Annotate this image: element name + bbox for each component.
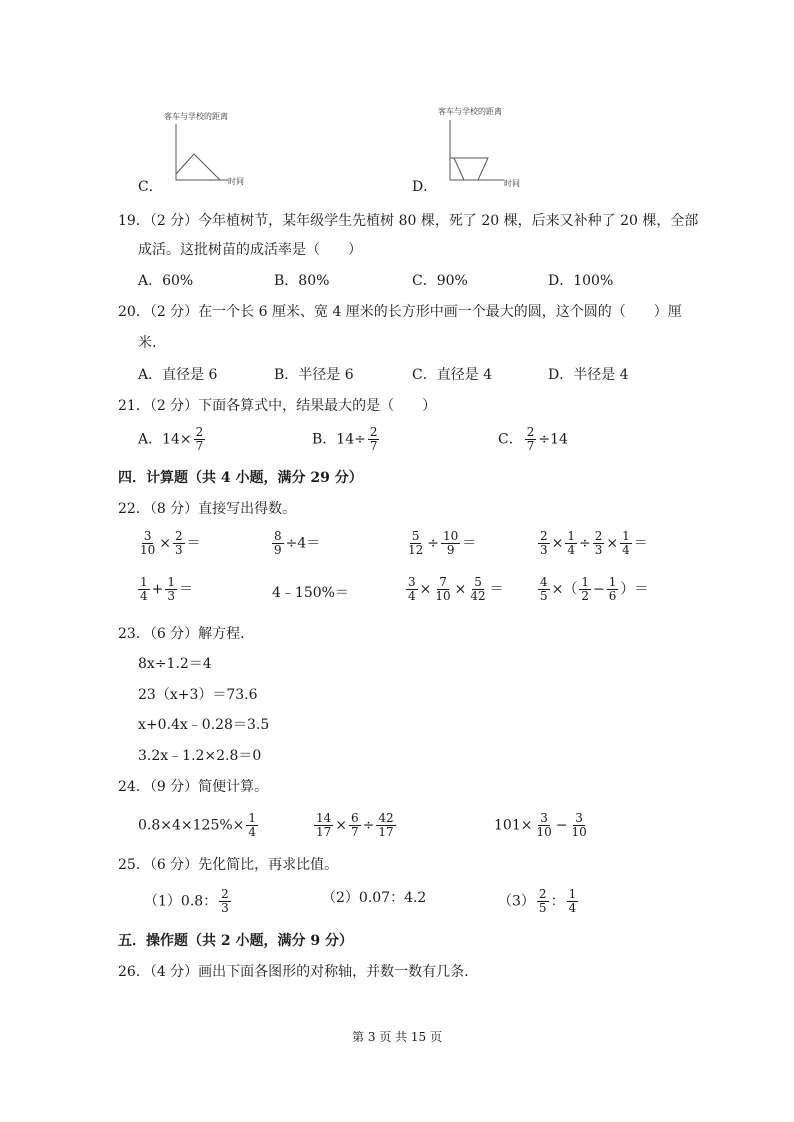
q25-part-3: （3） $\frac{2}{5}$ ： $\frac{1}{4}$: [498, 887, 577, 915]
fraction: $\frac{7}{10}$: [435, 575, 451, 603]
q18-c-x-label: 时间: [228, 177, 244, 186]
q26-number: 26．: [118, 964, 150, 980]
q22-expr-3: $\frac{5}{12}$ ÷ $\frac{10}{9}$ ＝: [408, 529, 477, 557]
q19-option-c: C．90%: [412, 273, 468, 289]
section-5-heading: 五．操作题（共 2 小题，满分 9 分）: [118, 933, 353, 949]
fraction: $\frac{2}{5}$: [538, 887, 547, 915]
fraction: $\frac{2}{7}$: [526, 425, 535, 453]
q25-part-2: （2）0.07：4.2: [322, 890, 427, 906]
q21-number: 21．: [118, 398, 150, 414]
fraction: $\frac{1}{4}$: [568, 887, 577, 915]
fraction: $\frac{1}{4}$: [567, 529, 576, 557]
page-footer: 第 3 页 共 15 页: [352, 1030, 442, 1044]
q20-option-b: B．半径是 6: [274, 367, 354, 383]
q19-stem-text1: （2 分）今年植树节，某年级学生先植树 80 棵，死了 20 棵，后来又补种了 20 棵，全部: [149, 213, 699, 229]
q20-number: 20．: [118, 304, 150, 320]
q21-c-label: C．: [498, 431, 523, 448]
fraction: $\frac{1}{4}$: [622, 529, 630, 557]
q18-d-x-label: 时间: [504, 179, 520, 188]
q21-option-c: [498, 426, 568, 453]
q23-stem: [118, 625, 245, 643]
q24-number: 24．: [118, 779, 150, 795]
fraction: $\frac{6}{7}$: [351, 811, 359, 839]
q18-d-graph: [442, 116, 508, 186]
q24-expr-1: 0.8×4×125%× $\frac{1}{4}$: [138, 811, 257, 839]
fraction: $\frac{3}{4}$: [408, 575, 416, 603]
q21-c-suffix: ÷14: [538, 431, 568, 448]
q26-stem-text: （4 分）画出下面各图形的对称轴，并数一数有几条.: [149, 964, 469, 980]
q18-d-line-2: [454, 158, 464, 180]
q25-stem: [118, 856, 338, 874]
fraction: $\frac{2}{3}$: [540, 529, 548, 557]
q19-option-b: B．80%: [274, 273, 330, 289]
q20-stem-line2: 米.: [138, 335, 157, 351]
q22-expr-6: 4﹣150%＝: [272, 585, 349, 601]
section-4-heading: 四．计算题（共 4 小题，满分 29 分）: [118, 470, 363, 486]
q19-stem-line1: [118, 212, 698, 230]
q20-option-d: D．半径是 4: [548, 367, 629, 383]
q18-option-d-label: D．: [412, 179, 438, 195]
q18-d-graph-title: 客车与学校的距离: [438, 107, 502, 116]
q19-option-d: D．100%: [548, 273, 614, 289]
fraction: $\frac{2}{3}$: [594, 529, 603, 557]
q19-number: 19．: [118, 213, 150, 229]
fraction: $\frac{42}{17}$: [378, 811, 394, 839]
q24-expr-2: $\frac{14}{17}$ × $\frac{6}{7}$ ÷ $\frac{42}{17}$: [316, 811, 394, 839]
q20-stem-line1: [118, 303, 682, 321]
q21-a-label: A．14×: [138, 431, 192, 448]
q24-stem-text: （9 分）简便计算。: [149, 779, 269, 795]
q25-number: 25．: [118, 857, 150, 873]
q22-expr-1: $\frac{3}{10}$ × $\frac{2}{3}$ ＝: [140, 529, 201, 557]
q22-expr-7: $\frac{3}{4}$ × $\frac{7}{10}$ × $\frac{5}{42}$ ＝: [408, 575, 504, 603]
q23-equation-4: 3.2x﹣1.2×2.8＝0: [138, 748, 262, 764]
q21-stem-text: （2 分）下面各算式中，结果最大的是（ ）: [149, 398, 437, 414]
fraction: $\frac{2}{7}$: [195, 425, 204, 453]
q19-option-a: A．60%: [138, 273, 194, 289]
q23-equation-2: 23（x+3）＝73.6: [138, 687, 258, 703]
q23-number: 23．: [118, 626, 150, 642]
q21-b-label: B．14÷: [312, 431, 366, 448]
q21-option-b: [312, 426, 381, 453]
q24-expr-3: 101× $\frac{3}{10}$ − $\frac{3}{10}$: [494, 811, 587, 839]
q22-number: 22．: [118, 501, 150, 517]
q23-equation-1: 8x÷1.2＝4: [138, 656, 212, 672]
q18-c-line: [176, 154, 220, 180]
q20-option-c: C．直径是 4: [412, 367, 493, 383]
q22-expr-5: $\frac{1}{4}$ + $\frac{1}{3}$ ＝: [140, 575, 194, 603]
fraction: $\frac{1}{3}$: [167, 575, 176, 603]
q18-c-graph-title: 客车与学校的距离: [164, 112, 228, 121]
q26-stem: [118, 963, 469, 981]
q21-stem: [118, 397, 436, 415]
q20-option-a: A．直径是 6: [138, 367, 218, 383]
q18-option-c-label: C．: [138, 179, 163, 195]
q23-equation-3: x+0.4x﹣0.28＝3.5: [138, 717, 270, 733]
q24-stem: [118, 778, 268, 796]
fraction: $\frac{5}{12}$: [408, 529, 424, 557]
fraction: $\frac{5}{42}$: [470, 575, 486, 603]
fraction: $\frac{4}{5}$: [540, 575, 548, 603]
fraction: $\frac{2}{3}$: [175, 529, 183, 557]
q20-stem-text1: （2 分）在一个长 6 厘米、宽 4 厘米的长方形中画一个最大的圆，这个圆的（ ）厘: [149, 304, 682, 320]
fraction: $\frac{1}{2}$: [581, 575, 590, 603]
q25-part-1: （1）0.8： $\frac{2}{3}$: [144, 887, 229, 915]
q18-d-axes: [450, 120, 504, 180]
q22-expr-8: $\frac{4}{5}$ ×（ $\frac{1}{2}$ − $\frac{1}{6}$ ）＝: [540, 575, 649, 603]
fraction: $\frac{8}{9}$: [274, 529, 282, 557]
fraction: $\frac{2}{3}$: [221, 887, 229, 915]
fraction: $\frac{3}{10}$: [571, 811, 587, 839]
q23-stem-text: （6 分）解方程.: [149, 626, 245, 642]
fraction: $\frac{14}{17}$: [316, 811, 332, 839]
fraction: $\frac{1}{4}$: [140, 575, 148, 603]
q18-c-axes: [176, 124, 228, 180]
q21-option-a: [138, 426, 207, 453]
fraction: $\frac{10}{9}$: [443, 529, 459, 557]
q19-stem-line2: 成活。这批树苗的成活率是（ ）: [138, 242, 362, 258]
fraction: $\frac{2}{7}$: [369, 425, 378, 453]
fraction: $\frac{3}{10}$: [536, 811, 552, 839]
fraction: $\frac{1}{6}$: [608, 575, 617, 603]
q18-c-graph: [168, 120, 232, 186]
q22-stem-text: （8 分）直接写出得数。: [149, 501, 297, 517]
q22-expr-2: $\frac{8}{9}$ ÷4＝: [274, 529, 321, 557]
fraction: $\frac{1}{4}$: [248, 811, 257, 839]
q22-stem: [118, 500, 296, 518]
q22-expr-4: $\frac{2}{3}$ × $\frac{1}{4}$ ÷ $\frac{2}{3}$ × $\frac{1}{4}$ ＝: [540, 529, 648, 557]
fraction: $\frac{3}{10}$: [140, 529, 156, 557]
q25-stem-text: （6 分）先化简比，再求比值。: [149, 857, 339, 873]
